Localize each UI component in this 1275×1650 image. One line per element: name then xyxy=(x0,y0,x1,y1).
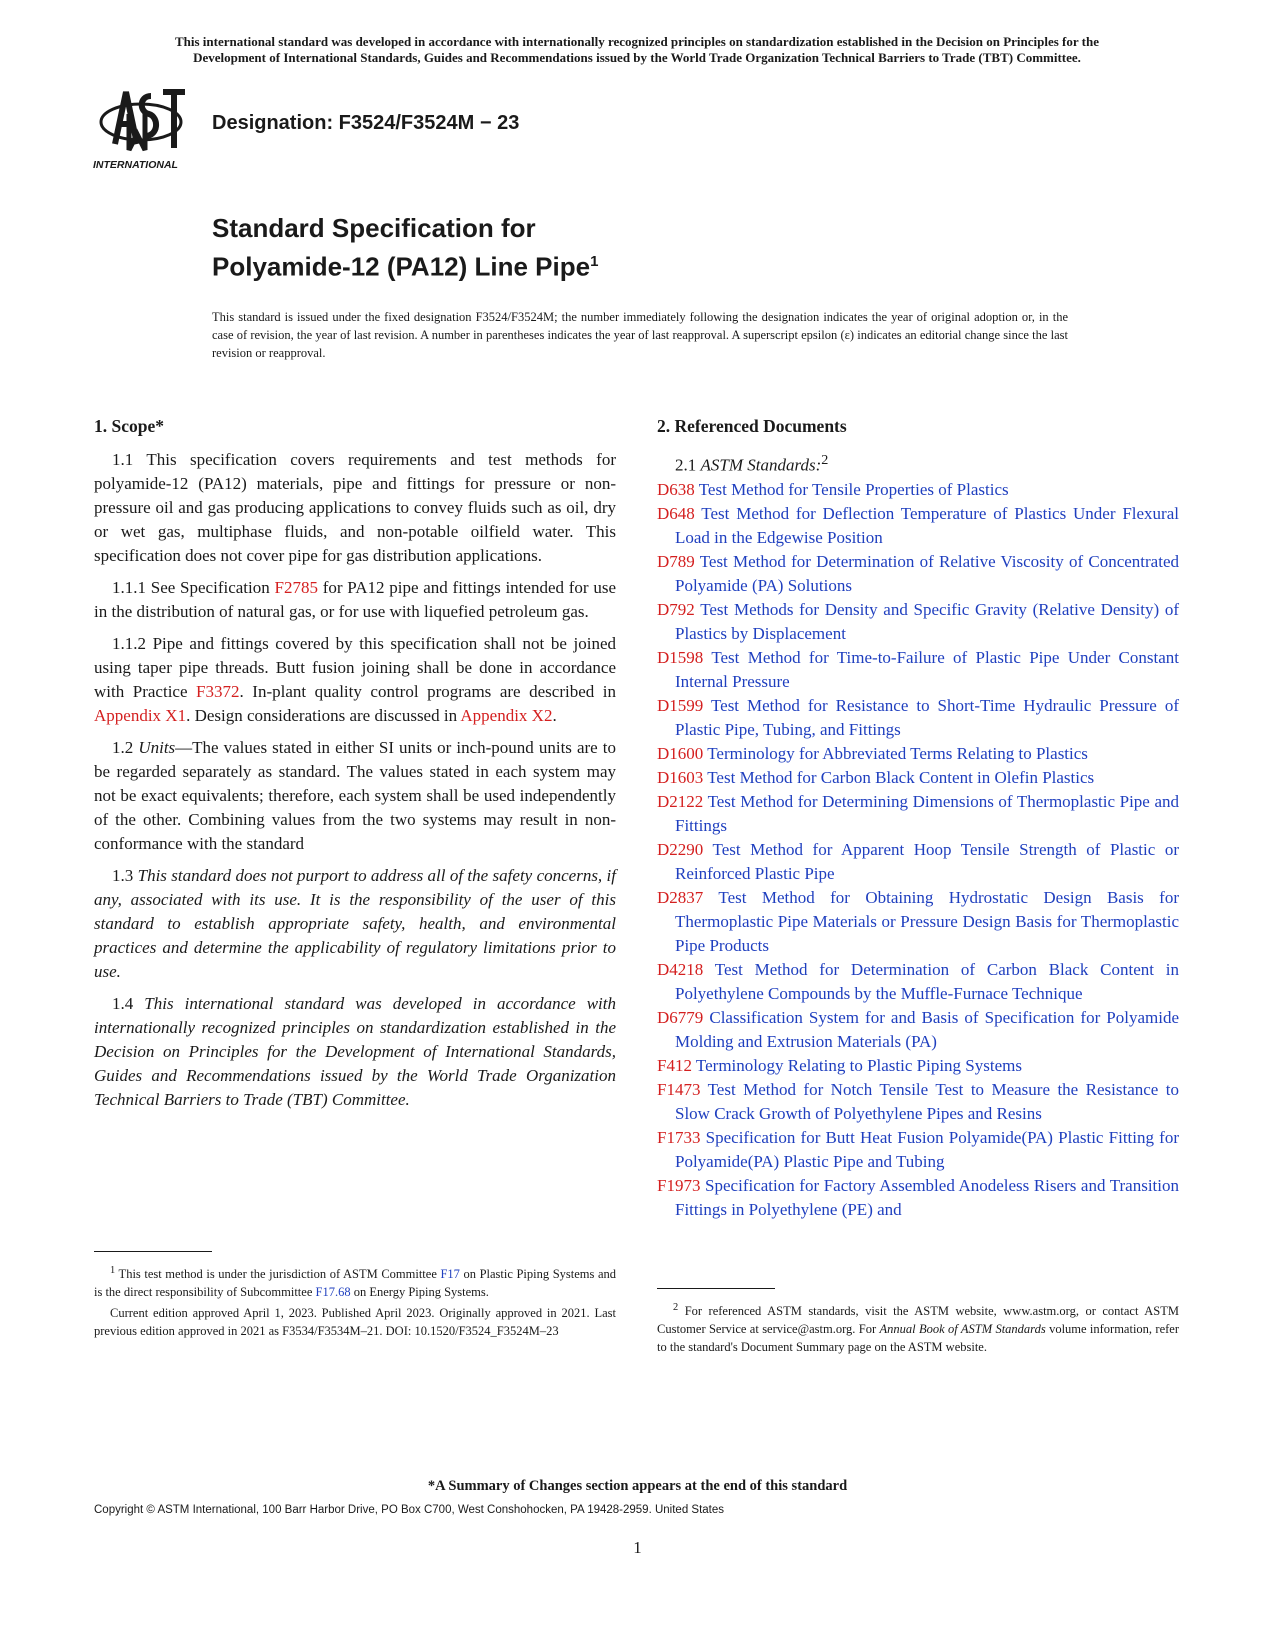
page-number: 1 xyxy=(633,1538,642,1557)
para-1-1-1 xyxy=(94,576,616,624)
reference-title-link[interactable]: Specification for Butt Heat Fusion Polyamide(PA) Plastic Fitting for Polyamide(PA) Plastic Pipe and Tubing xyxy=(675,1127,1180,1171)
reference-title-link[interactable]: Terminology Relating to Plastic Piping Systems xyxy=(695,1055,1022,1075)
reference-item[interactable] xyxy=(657,598,1179,646)
link-f3372[interactable]: F3372 xyxy=(196,682,240,701)
issue-note: This standard is issued under the fixed designation F3524/F3524M; the number immediately following the designation indicates the year of original adoption or, in the case of revision, the year of last revision. A number in parentheses indicates the year of last reapproval. A superscript epsilon (ε) indicates an editorial change since the last revision or reapproval. xyxy=(212,310,1068,360)
para-1-2 xyxy=(94,736,616,856)
reference-item[interactable] xyxy=(657,1054,1179,1078)
footnote-rule-right xyxy=(657,1288,775,1289)
reference-code-link[interactable]: D1603 xyxy=(657,767,704,787)
document-title xyxy=(212,212,598,284)
footnote-1-para2: Current edition approved April 1, 2023. Published April 2023. Originally approved in 2021. Last previous edition approved in 2021 as F3534/F3534M–21. DOI: 10.1520/F3524_F3524M–23 xyxy=(94,1306,616,1339)
subsection-num: 2.1 xyxy=(675,455,701,475)
footnote-2-italic: Annual Book of ASTM Standards xyxy=(879,1322,1046,1337)
reference-title-link[interactable]: Test Method for Notch Tensile Test to Measure the Resistance to Slow Crack Growth of Polyethylene Pipes and Resins xyxy=(675,1079,1179,1123)
title-line2: Polyamide-12 (PA12) Line Pipe xyxy=(212,251,591,282)
reference-item[interactable] xyxy=(657,478,1179,502)
para-1-2-num: 1.2 xyxy=(112,738,139,757)
footnote-1-text-b: on Plastic Piping Systems and is the direct responsibility of Subcommittee xyxy=(94,1267,617,1300)
reference-item[interactable] xyxy=(657,550,1179,598)
reference-item[interactable] xyxy=(657,646,1179,694)
reference-title-link[interactable]: Specification for Factory Assembled Anodeless Risers and Transition Fittings in Polyethylene (PE) and xyxy=(675,1175,1180,1219)
para-1-1-2 xyxy=(94,632,616,728)
reference-title-link[interactable]: Test Method for Carbon Black Content in Olefin Plastics xyxy=(707,767,1095,787)
para-1-1-1-text-a: 1.1.1 See Specification xyxy=(112,578,275,597)
reference-code-link[interactable]: F1973 xyxy=(657,1175,701,1195)
para-1-3-num: 1.3 xyxy=(112,866,138,885)
footnote-1-mark: 1 xyxy=(110,1265,116,1276)
link-appendix-x1[interactable]: Appendix X1 xyxy=(94,706,187,725)
para-1-1-2-text-b: . In-plant quality control programs are described in xyxy=(239,682,617,701)
reference-code-link[interactable]: D2122 xyxy=(657,791,704,811)
wto-notice-line1: This international standard was developed in accordance with internationally recognized principles on standardization established in the Decision on Principles for the xyxy=(174,34,1099,49)
reference-list xyxy=(657,478,1179,1222)
reference-item[interactable] xyxy=(657,502,1179,550)
reference-code-link[interactable]: D789 xyxy=(657,551,695,571)
reference-code-link[interactable]: D648 xyxy=(657,503,695,523)
subsection-label: ASTM Standards: xyxy=(700,455,822,475)
reference-code-link[interactable]: D1598 xyxy=(657,647,704,667)
reference-code-link[interactable]: F1473 xyxy=(657,1079,701,1099)
reference-title-link[interactable]: Classification System for and Basis of Specification for Polyamide Molding and Extrusion Materials (PA) xyxy=(675,1007,1180,1051)
reference-title-link[interactable]: Test Method for Deflection Temperature of Plastics Under Flexural Load in the Edgewise Position xyxy=(675,503,1179,547)
link-f17[interactable]: F17 xyxy=(440,1267,460,1282)
reference-code-link[interactable]: D792 xyxy=(657,599,695,619)
link-f17-68[interactable]: F17.68 xyxy=(315,1285,351,1300)
para-1-1-2-text-d: . xyxy=(552,706,557,725)
para-1-3 xyxy=(94,864,616,984)
para-1-4-text: This international standard was developed in accordance with internationally recognized principles on standardization established in the Decision on Principles for the Development of International Standards, Guides and Recommendations issued by the World Trade Organization Technical Barriers to Trade (TBT) Committee. xyxy=(94,994,616,1109)
reference-code-link[interactable]: F1733 xyxy=(657,1127,701,1147)
title-line1: Standard Specification for xyxy=(212,213,536,243)
reference-item[interactable] xyxy=(657,838,1179,886)
para-1-2-text: —The values stated in either SI units or inch-pound units are to be regarded separately as standard. The values stated in each system may not be exact equivalents; therefore, each system shall be used independently of the other. Combining values from the two systems may result in non-conformance with the standard xyxy=(94,738,616,853)
para-1-4 xyxy=(94,992,616,1112)
reference-title-link[interactable]: Test Method for Tensile Properties of Plastics xyxy=(698,479,1009,499)
reference-item[interactable] xyxy=(657,958,1179,1006)
reference-title-link[interactable]: Test Method for Time-to-Failure of Plastic Pipe Under Constant Internal Pressure xyxy=(675,647,1179,691)
reference-code-link[interactable]: F412 xyxy=(657,1055,692,1075)
section-heading-scope: 1. Scope* xyxy=(94,416,164,436)
designation: Designation: F3524/F3524M − 23 xyxy=(212,112,520,134)
summary-of-changes-note: *A Summary of Changes section appears at the end of this standard xyxy=(427,1478,848,1494)
reference-item[interactable] xyxy=(657,886,1179,958)
astm-logo xyxy=(93,84,193,174)
footnote-2-mark: 2 xyxy=(673,1302,679,1313)
footnote-2 xyxy=(657,1299,1179,1359)
footnote-2-para xyxy=(657,1299,1179,1356)
reference-code-link[interactable]: D6779 xyxy=(657,1007,704,1027)
link-appendix-x2[interactable]: Appendix X2 xyxy=(460,706,553,725)
reference-code-link[interactable]: D1599 xyxy=(657,695,704,715)
reference-title-link[interactable]: Test Method for Determination of Relative Viscosity of Concentrated Polyamide (PA) Solutions xyxy=(675,551,1179,595)
left-column xyxy=(94,414,616,1120)
subsection-astm-standards xyxy=(657,448,1179,478)
footnote-1-text-c: on Energy Piping Systems. xyxy=(350,1285,489,1300)
reference-item[interactable] xyxy=(657,1006,1179,1054)
para-1-1-2-text-c: . Design considerations are discussed in xyxy=(186,706,461,725)
para-1-4-num: 1.4 xyxy=(112,994,145,1013)
reference-item[interactable] xyxy=(657,766,1179,790)
para-1-2-units: Units xyxy=(138,738,176,757)
reference-title-link[interactable]: Test Method for Determination of Carbon Black Content in Polyethylene Compounds by the Muffle-Furnace Technique xyxy=(675,959,1179,1003)
reference-item[interactable] xyxy=(657,790,1179,838)
reference-title-link[interactable]: Terminology for Abbreviated Terms Relating to Plastics xyxy=(707,743,1088,763)
reference-item[interactable] xyxy=(657,1126,1179,1174)
right-column xyxy=(657,414,1179,1222)
copyright: Copyright © ASTM International, 100 Barr Harbor Drive, PO Box C700, West Conshohocken, PA 19428-2959. United States xyxy=(94,1504,725,1516)
reference-title-link[interactable]: Test Methods for Density and Specific Gravity (Relative Density) of Plastics by Displacement xyxy=(675,599,1179,643)
footnote-2-text-b: volume information, refer to the standard's Document Summary page on the ASTM website. xyxy=(657,1322,1179,1355)
reference-item[interactable] xyxy=(657,742,1179,766)
reference-code-link[interactable]: D4218 xyxy=(657,959,704,979)
footnote-1 xyxy=(94,1262,616,1343)
para-1-1-2-text-a: 1.1.2 Pipe and fittings covered by this specification shall not be joined using taper pipe threads. Butt fusion joining shall be done in accordance with Practice xyxy=(94,634,616,701)
reference-item[interactable] xyxy=(657,1174,1179,1222)
para-1-1: 1.1 This specification covers requirements and test methods for polyamide-12 (PA12) materials, pipe and fittings for pressure or non-pressure oil and gas producing applications to convey fluids such as oil, dry or wet gas, multiphase fluids, and non-potable oilfield water. This specification does not cover pipe for gas distribution applications. xyxy=(94,450,616,565)
reference-code-link[interactable]: D638 xyxy=(657,479,695,499)
subsection-footnote-mark: 2 xyxy=(821,452,829,468)
footnote-rule-left xyxy=(94,1251,212,1252)
reference-title-link[interactable]: Test Method for Determining Dimensions of Thermoplastic Pipe and Fittings xyxy=(675,791,1179,835)
footnote-1-para1 xyxy=(94,1262,616,1301)
logo-text: INTERNATIONAL xyxy=(93,159,178,171)
section-heading-referenced: 2. Referenced Documents xyxy=(657,416,847,436)
reference-title-link[interactable]: Test Method for Obtaining Hydrostatic Design Basis for Thermoplastic Pipe Materials or Pressure Design Basis for Thermoplastic Pipe Products xyxy=(675,887,1179,955)
reference-code-link[interactable]: D2837 xyxy=(657,887,704,907)
reference-title-link[interactable]: Test Method for Apparent Hoop Tensile Strength of Plastic or Reinforced Plastic Pipe xyxy=(675,839,1179,883)
para-1-3-text: This standard does not purport to address all of the safety concerns, if any, associated with its use. It is the responsibility of the user of this standard to establish appropriate safety, health, and environmental practices and determine the applicability of regulatory limitations prior to use. xyxy=(94,866,616,981)
reference-code-link[interactable]: D2290 xyxy=(657,839,704,859)
reference-title-link[interactable]: Test Method for Resistance to Short-Time Hydraulic Pressure of Plastic Pipe, Tubing, and Fittings xyxy=(675,695,1179,739)
reference-item[interactable] xyxy=(657,694,1179,742)
wto-notice-line2: Development of International Standards, Guides and Recommendations issued by the World Trade Organization Technical Barriers to Trade (TBT) Committee. xyxy=(193,50,1081,65)
reference-item[interactable] xyxy=(657,1078,1179,1126)
reference-code-link[interactable]: D1600 xyxy=(657,743,704,763)
para-1-1-1-text-b: for PA12 pipe and fittings intended for use in the distribution of natural gas, or for use with liquefied petroleum gas. xyxy=(94,578,616,621)
wto-notice xyxy=(88,34,1186,66)
link-f2785[interactable]: F2785 xyxy=(274,578,318,597)
footnote-1-text-a: This test method is under the jurisdiction of ASTM Committee xyxy=(115,1267,441,1282)
title-footnote-mark: 1 xyxy=(590,253,599,270)
footnote-2-text-a: For referenced ASTM standards, visit the ASTM website, www.astm.org, or contact ASTM Customer Service at service@astm.org. For xyxy=(657,1304,1179,1337)
